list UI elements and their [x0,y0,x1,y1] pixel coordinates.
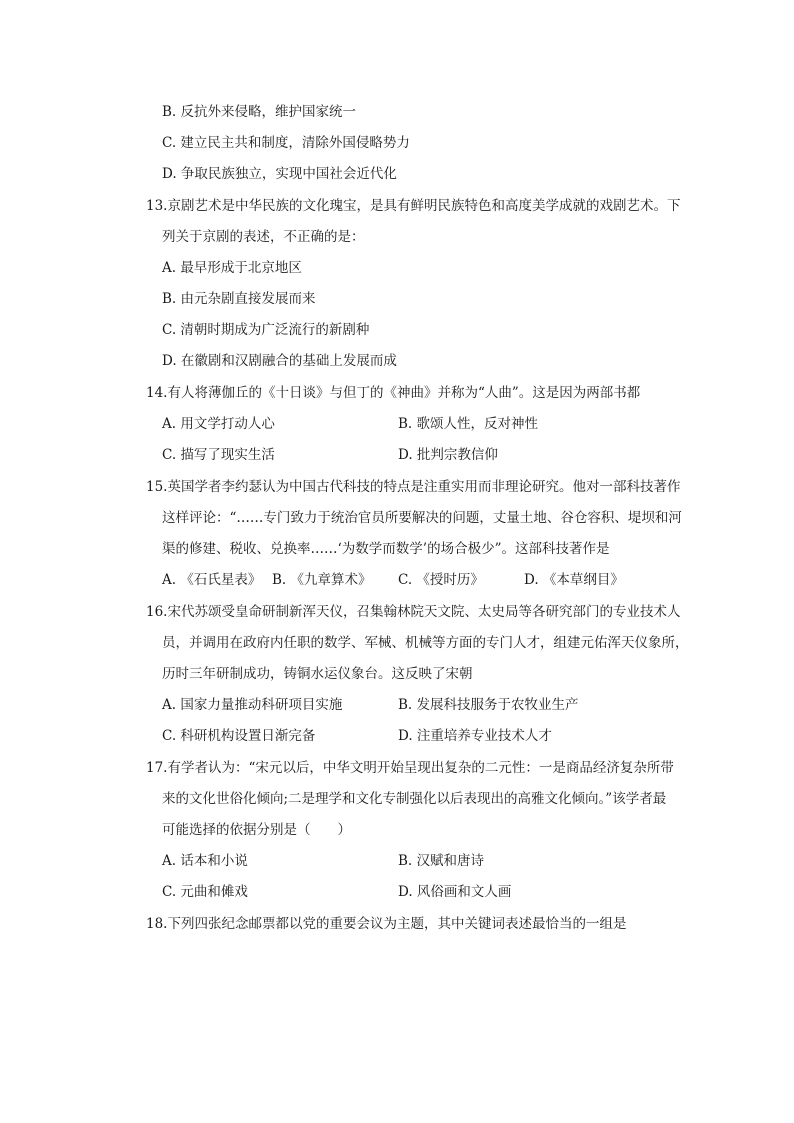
q17-option-a: A. 话本和小说 [162,853,248,869]
q16-option-d: D. 注重培养专业技术人才 [398,728,552,744]
q14-option-b: B. 歌颂人性，反对神性 [398,416,539,432]
q13-option-a: A. 最早形成于北京地区 [162,260,302,276]
q16-option-b: B. 发展科技服务于农牧业生产 [398,697,579,713]
prev-option-d: D. 争取民族独立，实现中国社会近代化 [162,166,397,182]
q17-option-c: C. 元曲和傩戏 [162,884,248,900]
q13-option-d: D. 在徽剧和汉剧融合的基础上发展而成 [162,353,397,369]
q17-option-d: D. 风俗画和文人画 [398,884,512,900]
q15-stem-line-1: 15.英国学者李约瑟认为中国古代科技的特点是注重实用而非理论研究。他对一部科技著作 [146,479,681,495]
q16-stem-line-2: 员，并调用在政府内任职的数学、军械、机械等方面的专门人才，组建元佑浑天仪象所， [162,635,689,651]
prev-option-b: B. 反抗外来侵略，维护国家统一 [162,104,357,120]
q16-option-a: A. 国家力量推动科研项目实施 [162,697,343,713]
q15-stem-line-2: 这样评论：“……专门致力于统治官员所要解决的问题，丈量土地、谷仓容积、堤坝和河 [162,510,682,526]
q14-option-a: A. 用文学打动人心 [162,416,275,432]
q13-option-c: C. 清朝时期成为广泛流行的新剧种 [162,322,370,338]
q17-stem-line-2: 来的文化世俗化倾向;二是理学和文化专制强化以后表现出的高雅文化倾向。”该学者最 [162,791,667,807]
q13-option-b: B. 由元杂剧直接发展而来 [162,291,316,307]
q13-stem-line-1: 13.京剧艺术是中华民族的文化瑰宝，是具有鲜明民族特色和高度美学成就的戏剧艺术。下 [146,198,681,214]
q15-option-c: C. 《授时历》 [398,572,484,588]
q15-stem-line-3: 渠的修建、税收、兑换率……‘为数学而数学’的场合极少”。这部科技著作是 [162,541,610,557]
q17-stem-line-3: 可能选择的依据分别是（ ） [162,822,351,838]
q14-option-c: C. 描写了现实生活 [162,447,275,463]
q16-stem-line-1: 16.宋代苏颂受皇命研制新浑天仪，召集翰林院天文院、太史局等各研究部门的专业技术人 [146,604,681,620]
q16-stem-line-3: 历时三年研制成功，铸铜水运仪象台。这反映了宋朝 [162,666,473,682]
q14-option-d: D. 批判宗教信仰 [398,447,498,463]
q15-option-a: A. 《石氏星表》 [162,572,262,588]
prev-option-c: C. 建立民主共和制度，清除外国侵略势力 [162,135,410,151]
q18-stem-line-1: 18.下列四张纪念邮票都以党的重要会议为主题，其中关键词表述最恰当的一组是 [146,916,627,932]
q14-stem-line-1: 14.有人将薄伽丘的《十日谈》与但丁的《神曲》并称为“人曲”。这是因为两部书都 [146,385,641,401]
q15-option-b: B. 《九章算术》 [272,572,372,588]
q17-stem-line-1: 17.有学者认为：“宋元以后，中华文明开始呈现出复杂的二元性：一是商品经济复杂所带 [146,760,674,776]
q15-option-d: D. 《本草纲目》 [524,572,624,588]
q16-option-c: C. 科研机构设置日渐完备 [162,728,316,744]
q13-stem-line-2: 列关于京剧的表述，不正确的是： [162,229,365,245]
q17-option-b: B. 汉赋和唐诗 [398,853,485,869]
